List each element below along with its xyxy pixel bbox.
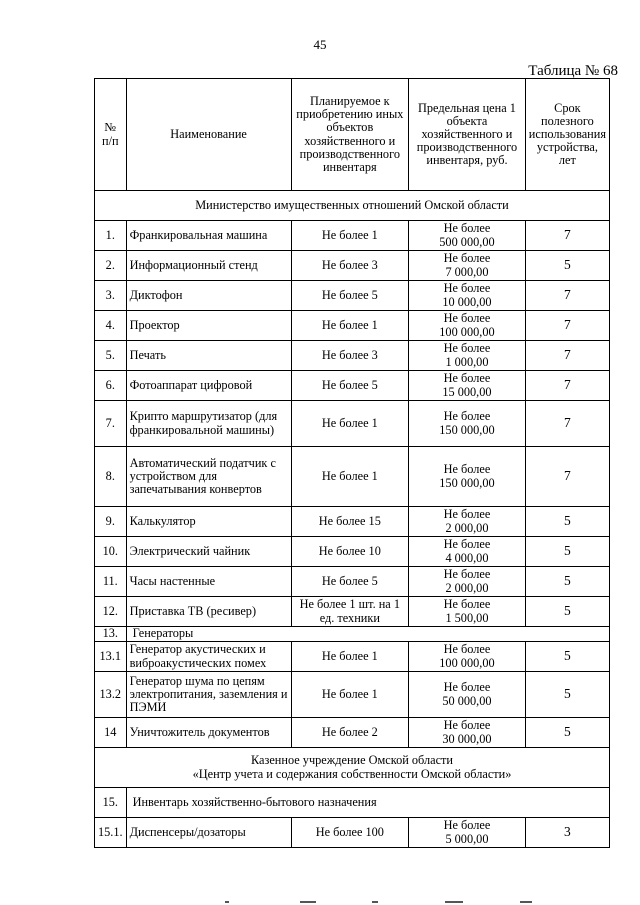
- price-value: 100 000,00: [439, 655, 495, 670]
- price-cell: [409, 447, 526, 507]
- price-prefix: Не более: [443, 371, 491, 386]
- price-cell: [409, 818, 526, 848]
- price-cell: [409, 281, 526, 311]
- item-name: Генератор шума по цепям электропитания, заземления и ПЭМИ: [126, 672, 291, 718]
- price-prefix: Не более: [443, 680, 491, 695]
- item-quantity: Не более 1: [291, 672, 409, 718]
- item-name: Автоматический податчик с устройством для запечатывания конвертов: [126, 447, 291, 507]
- row-number: 15.1.: [95, 818, 127, 848]
- table-row: [95, 627, 610, 642]
- section-title-line2: «Центр учета и содержания собственности Омской области»: [192, 766, 512, 781]
- row-number: 13.1: [95, 642, 127, 672]
- table-row: [95, 788, 610, 818]
- price-cell: [409, 371, 526, 401]
- price-prefix: Не более: [443, 221, 491, 236]
- header-num: № п/п: [95, 79, 127, 191]
- row-number: 15.: [95, 788, 127, 818]
- item-term: 7: [525, 401, 609, 447]
- item-quantity: Не более 1 шт. на 1 ед. техники: [291, 597, 409, 627]
- item-name: Проектор: [126, 311, 291, 341]
- row-number: 4.: [95, 311, 127, 341]
- item-name: Информационный стенд: [126, 251, 291, 281]
- item-term: 5: [525, 507, 609, 537]
- item-name: Крипто маршрутизатор (для франкировальной машины): [126, 401, 291, 447]
- table-row: [95, 672, 610, 718]
- item-name: Диктофон: [126, 281, 291, 311]
- price-prefix: Не более: [443, 507, 491, 522]
- item-name: Фотоаппарат цифровой: [126, 371, 291, 401]
- item-term: 7: [525, 221, 609, 251]
- price-value: 1 500,00: [445, 610, 489, 625]
- price-cell: [409, 718, 526, 748]
- price-value: 500 000,00: [439, 234, 495, 249]
- item-term: 3: [525, 818, 609, 848]
- table-header-row: [95, 79, 610, 191]
- row-number: 1.: [95, 221, 127, 251]
- group-name: Инвентарь хозяйственно-бытового назначения: [126, 788, 609, 818]
- table-row: [95, 371, 610, 401]
- item-term: 7: [525, 341, 609, 371]
- section-title: Министерство имущественных отношений Омской области: [95, 191, 610, 221]
- item-term: 7: [525, 371, 609, 401]
- price-prefix: Не более: [443, 537, 491, 552]
- price-value: 7 000,00: [445, 264, 489, 279]
- row-number: 7.: [95, 401, 127, 447]
- price-prefix: Не более: [443, 718, 491, 733]
- price-value: 1 000,00: [445, 354, 489, 369]
- item-quantity: Не более 5: [291, 371, 409, 401]
- row-number: 10.: [95, 537, 127, 567]
- table-row: [95, 718, 610, 748]
- page-number: 45: [313, 37, 327, 52]
- table-row: [95, 537, 610, 567]
- price-cell: [409, 507, 526, 537]
- item-name: Печать: [126, 341, 291, 371]
- item-name: Франкировальная машина: [126, 221, 291, 251]
- section-title-line1: Казенное учреждение Омской области: [250, 753, 454, 768]
- price-value: 30 000,00: [442, 731, 492, 746]
- item-term: 5: [525, 718, 609, 748]
- section-title: [95, 748, 610, 788]
- row-number: 13.: [95, 627, 127, 642]
- price-value: 10 000,00: [442, 294, 492, 309]
- price-prefix: Не более: [443, 341, 491, 356]
- price-cell: [409, 672, 526, 718]
- item-term: 7: [525, 311, 609, 341]
- item-term: 7: [525, 281, 609, 311]
- row-number: 11.: [95, 567, 127, 597]
- item-quantity: Не более 5: [291, 281, 409, 311]
- price-value: 100 000,00: [439, 324, 495, 339]
- row-number: 2.: [95, 251, 127, 281]
- price-cell: [409, 311, 526, 341]
- inventory-table: [94, 78, 610, 848]
- price-cell: [409, 597, 526, 627]
- group-name: Генераторы: [126, 627, 609, 642]
- table-row: [95, 447, 610, 507]
- item-name: Часы настенные: [126, 567, 291, 597]
- price-prefix: Не более: [443, 818, 491, 833]
- item-name: Электрический чайник: [126, 537, 291, 567]
- price-value: 150 000,00: [439, 475, 495, 490]
- price-cell: [409, 537, 526, 567]
- price-prefix: Не более: [443, 642, 491, 657]
- item-term: 5: [525, 597, 609, 627]
- price-value: 5 000,00: [445, 831, 489, 846]
- price-prefix: Не более: [443, 409, 491, 424]
- row-number: 6.: [95, 371, 127, 401]
- price-value: 4 000,00: [445, 550, 489, 565]
- price-value: 150 000,00: [439, 422, 495, 437]
- price-cell: [409, 567, 526, 597]
- header-term: Срок полезного использования устройства, лет: [525, 79, 609, 191]
- item-name: Генератор акустических и виброакустических помех: [126, 642, 291, 672]
- price-prefix: Не более: [443, 597, 491, 612]
- row-number: 5.: [95, 341, 127, 371]
- item-quantity: Не более 2: [291, 718, 409, 748]
- item-name: Калькулятор: [126, 507, 291, 537]
- item-term: 5: [525, 642, 609, 672]
- price-cell: [409, 341, 526, 371]
- row-number: 8.: [95, 447, 127, 507]
- table-row: [95, 401, 610, 447]
- table-row: [95, 281, 610, 311]
- price-cell: [409, 221, 526, 251]
- table-row: [95, 221, 610, 251]
- price-value: 50 000,00: [442, 693, 492, 708]
- item-term: 5: [525, 537, 609, 567]
- table-row: [95, 341, 610, 371]
- item-quantity: Не более 1: [291, 401, 409, 447]
- item-term: 7: [525, 447, 609, 507]
- header-planned: Планируемое к приобретению иных объектов хозяйственного и производственного инвентаря: [291, 79, 409, 191]
- item-term: 5: [525, 672, 609, 718]
- row-number: 14: [95, 718, 127, 748]
- item-name: Диспенсеры/дозаторы: [126, 818, 291, 848]
- price-cell: [409, 401, 526, 447]
- item-term: 5: [525, 251, 609, 281]
- item-term: 5: [525, 567, 609, 597]
- table-row: [95, 818, 610, 848]
- row-number: 13.2: [95, 672, 127, 718]
- item-name: Уничтожитель документов: [126, 718, 291, 748]
- bottom-edge-marks: [0, 899, 640, 905]
- row-number: 3.: [95, 281, 127, 311]
- price-value: 15 000,00: [442, 384, 492, 399]
- table-row: [95, 642, 610, 672]
- price-prefix: Не более: [443, 281, 491, 296]
- item-quantity: Не более 1: [291, 642, 409, 672]
- price-prefix: Не более: [443, 567, 491, 582]
- item-quantity: Не более 100: [291, 818, 409, 848]
- header-price: Предельная цена 1 объекта хозяйственного и производственного инвентаря, руб.: [409, 79, 526, 191]
- section-row: [95, 191, 610, 221]
- item-quantity: Не более 1: [291, 221, 409, 251]
- item-name: Приставка ТВ (ресивер): [126, 597, 291, 627]
- item-quantity: Не более 5: [291, 567, 409, 597]
- price-value: 2 000,00: [445, 520, 489, 535]
- table-row: [95, 507, 610, 537]
- price-value: 2 000,00: [445, 580, 489, 595]
- item-quantity: Не более 3: [291, 341, 409, 371]
- item-quantity: Не более 15: [291, 507, 409, 537]
- section-row: [95, 748, 610, 788]
- row-number: 12.: [95, 597, 127, 627]
- price-prefix: Не более: [443, 251, 491, 266]
- table-row: [95, 251, 610, 281]
- price-prefix: Не более: [443, 462, 491, 477]
- price-prefix: Не более: [443, 311, 491, 326]
- table-row: [95, 567, 610, 597]
- item-quantity: Не более 1: [291, 447, 409, 507]
- row-number: 9.: [95, 507, 127, 537]
- item-quantity: Не более 3: [291, 251, 409, 281]
- price-cell: [409, 642, 526, 672]
- item-quantity: Не более 1: [291, 311, 409, 341]
- header-name: Наименование: [126, 79, 291, 191]
- item-quantity: Не более 10: [291, 537, 409, 567]
- table-row: [95, 597, 610, 627]
- table-title: Таблица № 68: [528, 63, 618, 79]
- price-cell: [409, 251, 526, 281]
- table-row: [95, 311, 610, 341]
